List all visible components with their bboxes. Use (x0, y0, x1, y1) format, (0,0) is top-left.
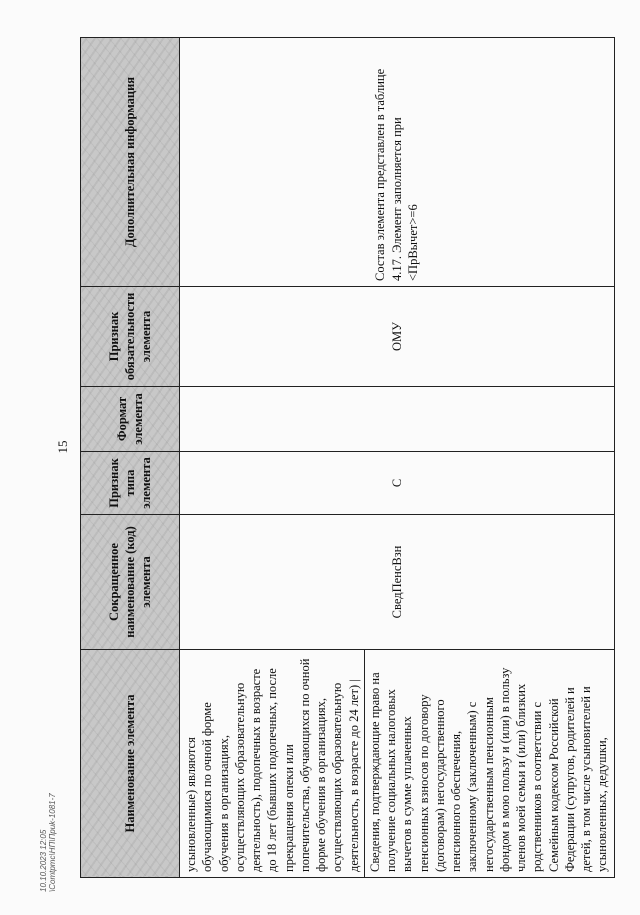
header-additional-info: Дополнительная информация (81, 38, 180, 287)
header-element-format: Формат элемента (81, 387, 180, 452)
element-table (80, 38, 610, 878)
cell-additional-info: Состав элемента представлен в таблице 4.17. Элемент заполняется при <ПрВычет>=6 (180, 38, 615, 287)
table-header-row (81, 38, 180, 878)
header-element-code: Сокращенное наименование (код) элемента (81, 515, 180, 650)
row-divider (364, 650, 365, 877)
cell-element-code: СведПенсВзн (180, 515, 615, 650)
cell-element-name (180, 650, 615, 878)
page-number: 15 (55, 440, 70, 454)
header-element-name: Наименование элемента (81, 650, 180, 878)
cell-element-required: ОМУ (180, 287, 615, 387)
header-element-type: Признак типа элемента (81, 452, 180, 515)
row-name-text: Сведения, подтверждающие право на получение социальных налоговых вычетов в сумме уплаченных пенсионных взносов по договору (договорам) негосударственного пенсионного обеспечения, заключенному (заключенным) с негосударственным пенсионным фондом в мою пользу и (или) в пользу членов моей семьи и (или) близких родственников в соответствии с Семейным кодексом Российской Федерации (супругов, родителей и детей, в том числе усыновителей и усыновленных, дедушки, (367, 667, 610, 872)
footer-path: \Comtpmc\НП\Приk-1081-7 (47, 793, 57, 892)
footer-timestamp: 10.10.2023 12:05 (39, 829, 48, 892)
header-element-required: Признак обязательности элемента (81, 287, 180, 387)
page-footer (40, 692, 58, 892)
cell-element-format (180, 387, 615, 452)
table-row (180, 38, 615, 878)
cell-element-type: С (180, 452, 615, 515)
continued-text: усыновленные) являются обучающимися по очной форме обучения в организациях, осуществляющих образовательную деятельность), подопечных в возрасте до 18 лет (бывших подопечных, после прекращения опеки или попечительства, обучающихся по очной форме обучения в организациях, осуществляющих образовательную деятельность, в возрасте до 24 лет) | (184, 658, 361, 872)
